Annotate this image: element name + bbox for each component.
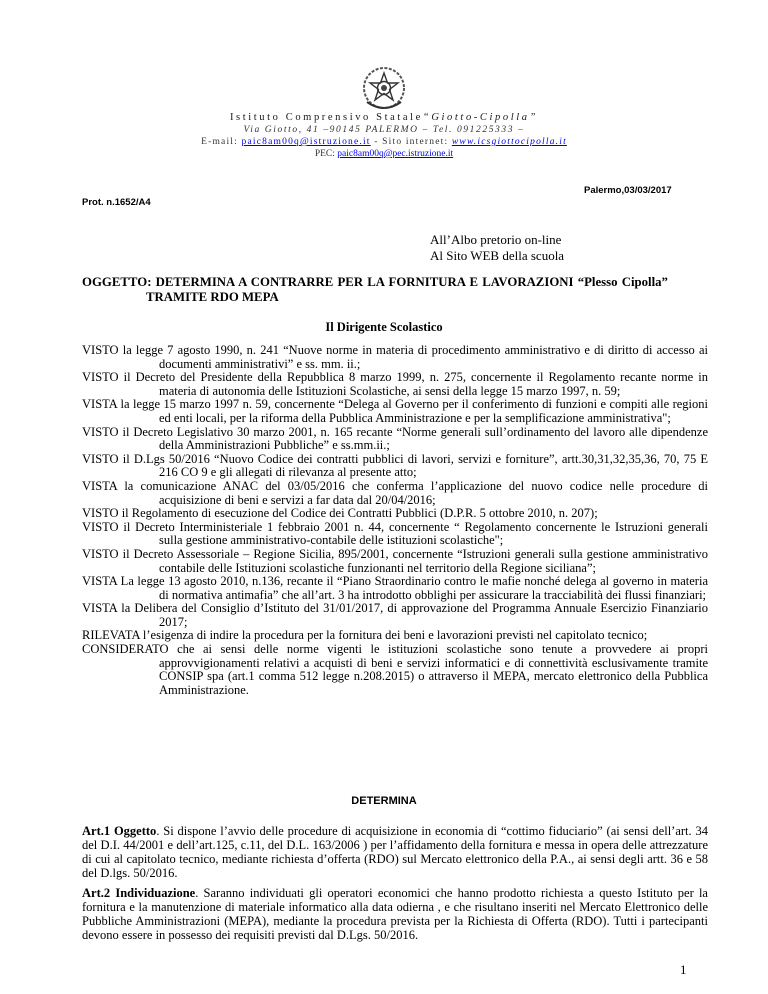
premise-item: VISTA La legge 13 agosto 2010, n.136, recante il “Piano Straordinario contro le mafie nonché delega al governo in materia di normativa antimafia” che all’art. 3 ha introdotto obblighi per assicurare la tracciabilità dei flussi finanziari; [82,574,708,602]
pec-link[interactable]: paic8am00q@pec.istruzione.it [337,149,454,159]
italian-republic-emblem-icon [361,66,407,112]
pec-label: PEC: [314,149,338,159]
institute-name: “Giotto-Cipolla” [422,112,539,123]
email-link[interactable]: paic8am00q@istruzione.it [241,137,371,147]
protocol-number: Prot. n.1652/A4 [82,197,151,208]
pec-line [0,149,768,159]
article-title: Art.1 Oggetto [82,824,157,838]
article-title: Art.2 Individuazione [82,886,196,900]
premise-item: VISTO il D.Lgs 50/2016 “Nuovo Codice dei contratti pubblici di lavori, servizi e forniture”, artt.30,31,32,35,36, 70, 75 E 216 CO 9 e gli allegati di rilevanza al presente atto; [82,451,708,480]
premise-item: RILEVATA l’esigenza di indire la procedura per la fornitura dei beni e lavorazioni previsti nel capitolato tecnico; [82,628,648,643]
premise-item: VISTO il Decreto Interministeriale 1 febbraio 2001 n. 44, concernente “ Regolamento concernente le Istruzioni generali sulla gestione amministrativo-contabile delle istituzioni scolastiche"; [82,519,708,548]
institute-name-line [0,112,768,123]
site-label: - Sito internet: [370,137,452,147]
recipient-line: All’Albo pretorio on-line [430,232,562,247]
subject-line: OGGETTO: DETERMINA A CONTRARRE PER LA FORNITURA E LAVORAZIONI “Plesso Cipolla” [82,275,668,289]
website-link[interactable]: www.icsgiottocipolla.it [451,137,567,147]
institute-prefix: Istituto Comprensivo Statale [229,112,423,123]
premise-item: VISTA la Delibera del Consiglio d’Istituto del 31/01/2017, di approvazione del Programma Annuale Esercizio Finanziario 2017; [82,601,708,629]
article-2 [82,887,708,943]
premise-item: VISTA la legge 15 marzo 1997 n. 59, concernente “Delega al Governo per il conferimento di funzioni e compiti alle regioni ed enti locali, per la riforma della Pubblica Amministrazione e per la semplificazione amministrativa"; [82,397,708,425]
article-1 [82,825,708,881]
premise-item: VISTO il Decreto del Presidente della Repubblica 8 marzo 1999, n. 275, concernente il Regolamento recante norme in materia di autonomia delle Istituzioni Scolastiche, ai sensi della legge 15 marzo 1997, n. 59; [82,370,708,398]
premise-item: VISTO il Regolamento di esecuzione del Codice dei Contratti Pubblici (D.P.R. 5 ottobre 2010, n. 207); [82,506,598,521]
premise-item: CONSIDERATO che ai sensi delle norme vigenti le istituzioni scolastiche sono tenute a provvedere ai propri approvvigionamenti relativi a acquisti di beni e servizi informatici e di connettività esclusivamente tramite CONSIP spa (art.1 comma 512 legge n.208.2015) o attraverso il MEPA, mercato elettronico della Pubblica Amministrazione. [82,642,708,697]
author-title: Il Dirigente Scolastico [325,320,443,334]
premise-item: VISTO il Decreto Assessoriale – Regione Sicilia, 895/2001, concernente “Istruzioni generali sulla gestione amministrativo contabile delle Istituzioni scolastiche funzionanti nel territorio della Regione siciliana”; [82,546,708,575]
determina-heading: DETERMINA [351,795,417,807]
article-text: . Saranno individuati gli operatori economici che hanno prodotto richiesta a questo Istituto per la fornitura e la manutenzione di materiale informatico alla data odierna , e che risultano inseriti nel Mercato Elettronico delle Pubbliche Amministrazioni (MEPA), mediante la procedura prevista per la Richiesta di Offerta (RDO). Tutti i partecipanti devono essere in possesso dei requisiti previsti dal D.Lgs. 50/2016. [82,886,708,942]
email-label: E-mail: [201,137,242,147]
subject-line: TRAMITE RDO MEPA [146,290,279,304]
premise-item: VISTO la legge 7 agosto 1990, n. 241 “Nuove norme in materia di procedimento amministrativo e di diritto di accesso ai documenti amministrativi” e ss. mm. ii.; [82,343,708,371]
institute-address: Via Giotto, 41 –90145 PALERMO – Tel. 091225333 – [243,125,525,135]
contact-line [0,137,768,147]
date-place: Palermo,03/03/2017 [584,185,672,196]
recipient-line: Al Sito WEB della scuola [430,248,565,263]
premises-list [82,344,708,697]
premise-item: VISTO il Decreto Legislativo 30 marzo 2001, n. 165 recante “Norme generali sull’ordinamento del lavoro alle dipendenze della Amministrazioni Pubbliche” e ss.mm.ii.; [82,424,708,453]
page-number: 1 [680,962,687,977]
premise-item: VISTA la comunicazione ANAC del 03/05/2016 che conferma l’applicazione del nuovo codice nelle procedure di acquisizione di beni e servizi a far data dal 20/04/2016; [82,478,708,507]
article-text: . Si dispone l’avvio delle procedure di acquisizione in economia di “cottimo fiduciario” (ai sensi dell’art. 34 del D.I. 44/2001 e dell’art.125, c.11, del D.L. 163/2006 ) per l’affidamento della fornitura e messa in opera delle attrezzature di cui al capitolato tecnico, mediante richiesta d’offerta (RDO) sul Mercato elettronico della P.A., ai sensi degli artt. 36 e 58 del D.lgs. 50/2016. [82,824,708,880]
subject [82,275,722,305]
